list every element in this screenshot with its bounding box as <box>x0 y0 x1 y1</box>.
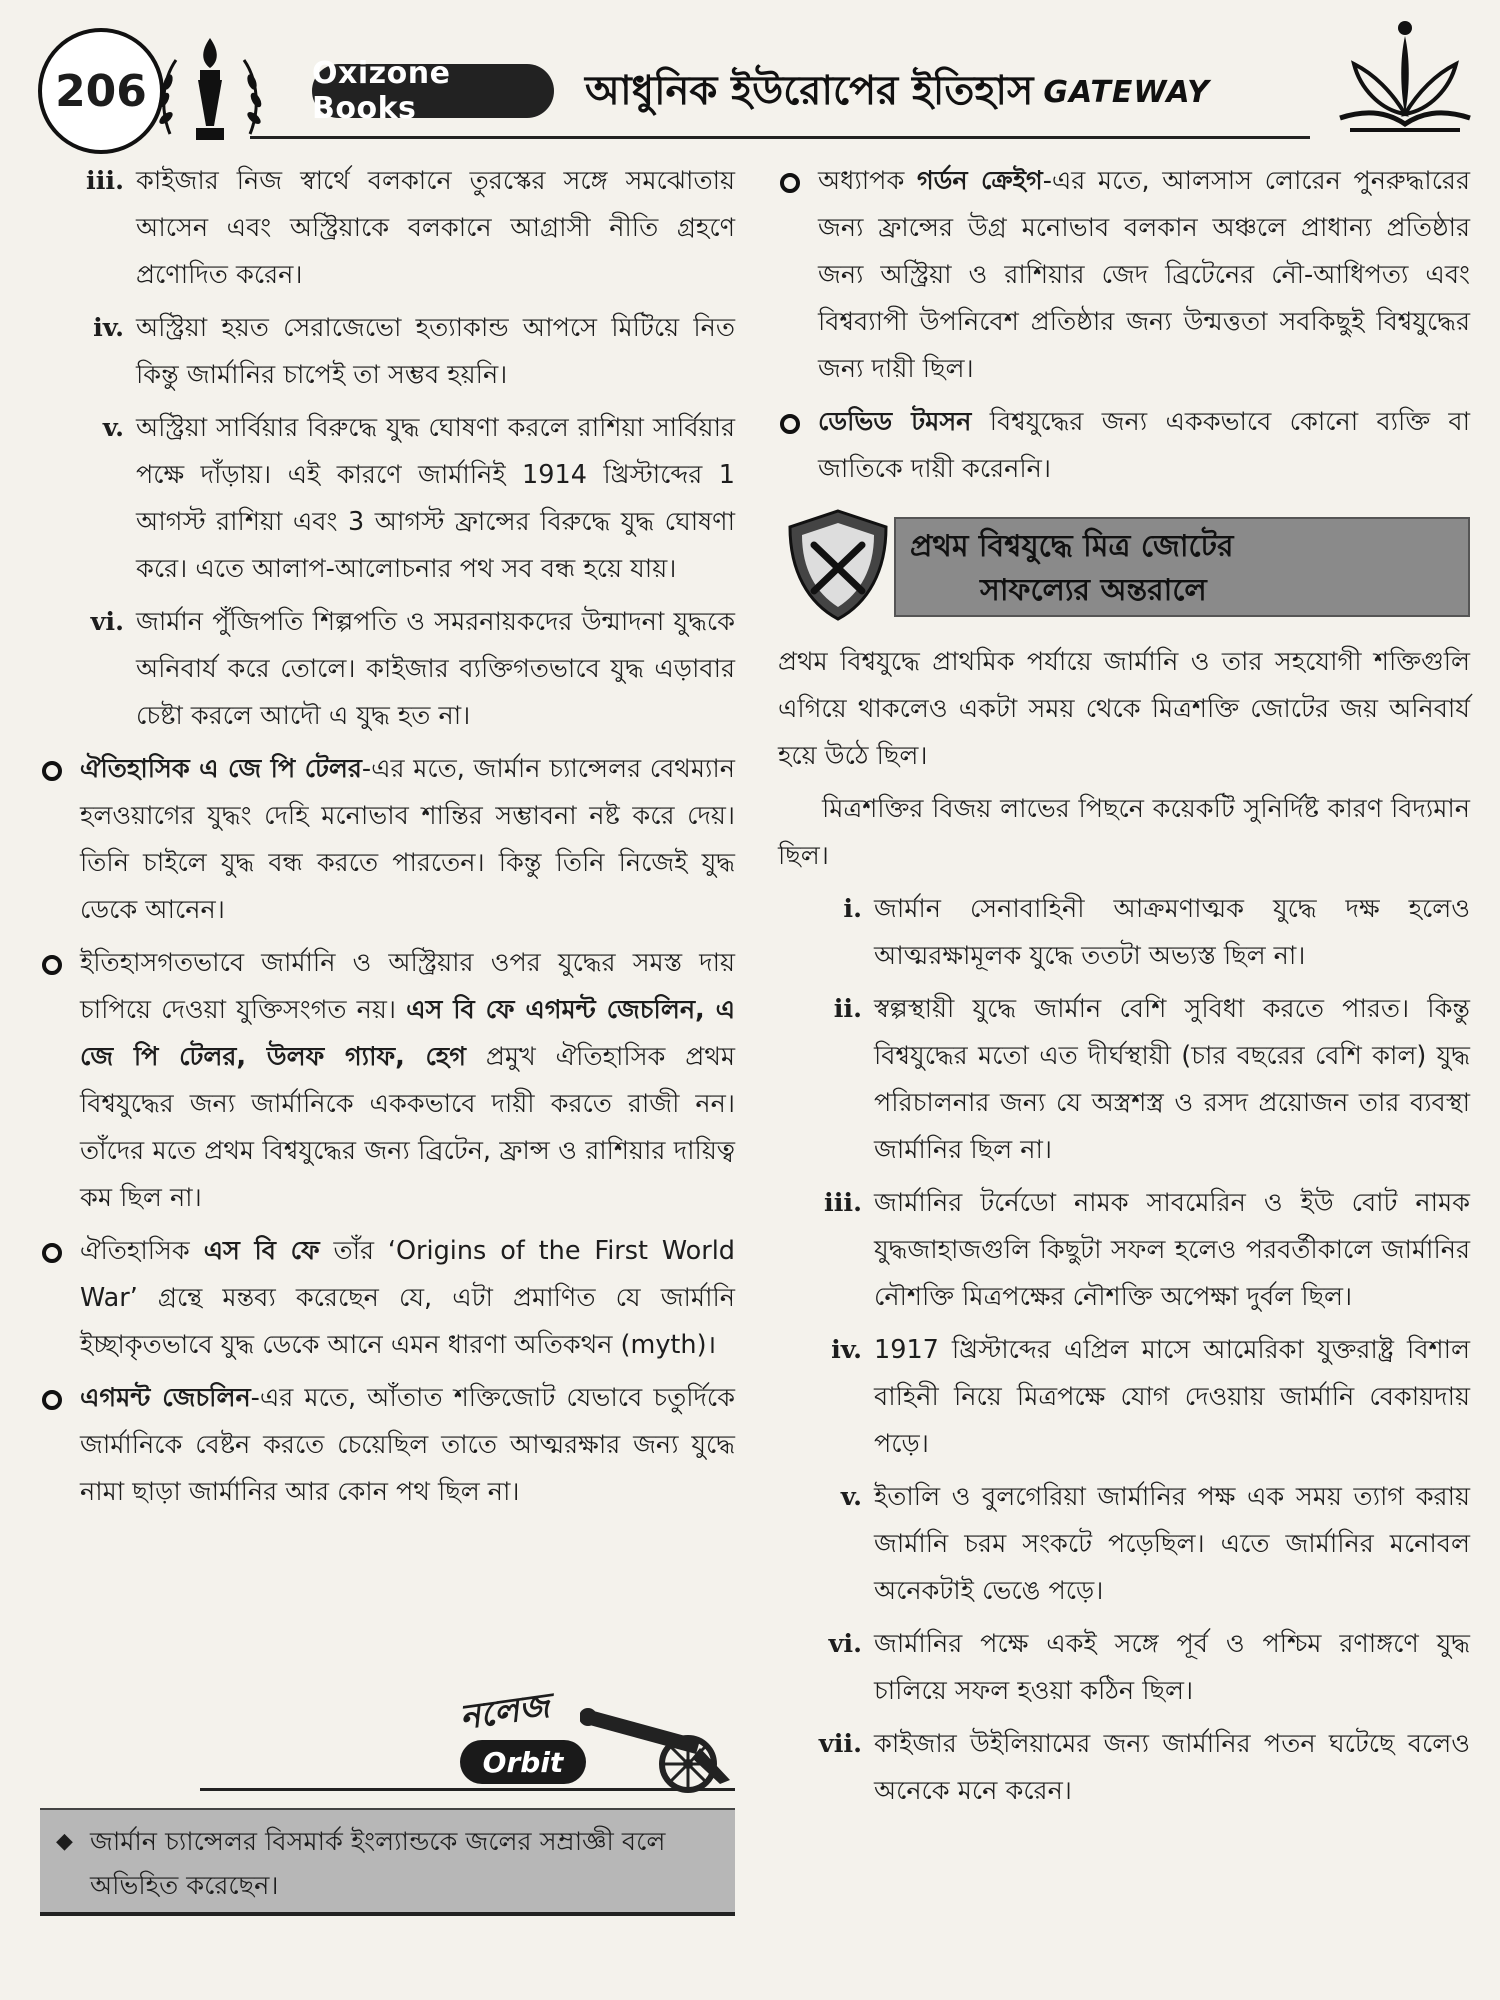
cannon-icon <box>580 1680 740 1800</box>
bullet-bold: এগমন্ট জেচলিন <box>80 1383 251 1413</box>
list-item <box>778 1621 1470 1715</box>
list-item <box>778 886 1470 980</box>
list-item <box>778 986 1470 1174</box>
list-item-text: অস্ট্রিয়া হয়ত সেরাজেভো হত্যাকান্ড আপসে মিটিয়ে নিত কিন্তু জার্মানির চাপেই তা সম্ভব হয়নি। <box>136 313 735 390</box>
paragraph: মিত্রশক্তির বিজয় লাভের পিছনে কয়েকটি সুনির্দিষ্ট কারণ বিদ্যমান ছিল। <box>778 794 1470 871</box>
orbit-divider <box>200 1788 735 1791</box>
diamond-bullet-icon: ◆ <box>56 1829 73 1854</box>
book-title <box>585 60 1210 124</box>
list-item-text: কাইজার নিজ স্বার্থে বলকানে তুরস্কের সঙ্গে সমঝোতায় আসেন এবং অস্ট্রিয়াকে বলকানে আগ্রাসী নীতি গ্রহণে প্রণোদিত করেন। <box>136 166 735 290</box>
bullet-item <box>40 1228 735 1369</box>
bullet-text: -এর মতে, আঁতাত শক্তিজোট যেভাবে চতুর্দিকে জার্মানিকে বেষ্টন করতে চেয়েছিল তাতে আত্মরক্ষার জন্য যুদ্ধে নামা ছাড়া জার্মানির আর কোন পথ ছিল না। <box>80 1383 735 1507</box>
list-item <box>40 599 735 740</box>
torch-laurel-icon <box>150 30 270 148</box>
knowledge-orbit-heading <box>40 1680 735 1800</box>
bullet-text: তাঁর ‘Origins of the First World War’ গ্রন্থে মন্তব্য করেছেন যে, এটা প্রমাণিত যে জার্মানি ইচ্ছাকৃতভাবে যুদ্ধ ডেকে আনে এমন ধারণা অতিকথন (myth)। <box>80 1236 735 1360</box>
list-item <box>778 1721 1470 1815</box>
list-item-text: অস্ট্রিয়া সার্বিয়ার বিরুদ্ধে যুদ্ধ ঘোষণা করলে রাশিয়া সার্বিয়ার পক্ষে দাঁড়ায়। এই কারণে জার্মানিই 1914 খ্রিস্টাব্দের 1 আগস্ট রাশিয়া এবং 3 আগস্ট ফ্রান্সের বিরুদ্ধে যুদ্ধ ঘোষণা করে। এতে আলাপ-আলোচনার পথ সব বন্ধ হয়ে যায়। <box>136 413 735 584</box>
list-marker: iii. <box>86 166 124 196</box>
list-item-text: জার্মানির পক্ষে একই সঙ্গে পূর্ব ও পশ্চিম রণাঙ্গণে যুদ্ধ চালিয়ে সফল হওয়া কঠিন ছিল। <box>874 1629 1470 1706</box>
section-banner <box>778 507 1470 625</box>
list-item <box>778 1180 1470 1321</box>
bullet-text: -এর মতে, আলসাস লোরেন পুনরুদ্ধারের জন্য ফ্রান্সের উগ্র মনোভাব বলকান অঞ্চলে প্রাধান্য প্রতিষ্ঠার জন্য অস্ট্রিয়া ও রাশিয়ার জেদ ব্রিটেনের নৌ-আধিপত্য এবং বিশ্বব্যাপী উপনিবেশ প্রতিষ্ঠার জন্য উন্মত্ততা সবকিছুই বিশ্বযুদ্ধের জন্য দায়ী ছিল। <box>818 166 1470 384</box>
list-marker: vi. <box>90 607 124 637</box>
bullet-bold: এস বি ফে এগমন্ট জেচলিন, এ জে পি টেলর, উলফ গ্যাফ, হেগ <box>80 995 735 1072</box>
right-column <box>778 158 1470 1821</box>
bullet-bold: গর্ডন ক্রেইগ <box>916 166 1043 196</box>
bullet-bold: এস বি ফে <box>203 1236 320 1266</box>
list-marker: vii. <box>818 1729 862 1759</box>
publisher-badge: Oxizone Books <box>312 64 554 118</box>
list-marker: iv. <box>93 313 124 343</box>
bullet-item <box>778 399 1470 493</box>
bullet-text: -এর মতে, জার্মান চ্যান্সেলর বেথম্যান হলওয়াগের যুদ্ধং দেহি মনোভাব শান্তির সম্ভাবনা নষ্ট করে দেয়। তিনি চাইলে যুদ্ধ বন্ধ করতে পারতেন। কিন্তু তিনি নিজেই যুদ্ধ ডেকে আনেন। <box>80 754 735 925</box>
section-subtitle: সাফল্যের অন্তরালে <box>980 573 1207 608</box>
bullet-text: বিশ্বযুদ্ধের জন্য এককভাবে কোনো ব্যক্তি বা জাতিকে দায়ী করেননি। <box>818 407 1470 484</box>
list-marker: vi. <box>828 1629 862 1659</box>
bullet-circle-icon <box>40 940 80 1222</box>
list-item-text: 1917 খ্রিস্টাব্দের এপ্রিল মাসে আমেরিকা যুক্তরাষ্ট্র বিশাল বাহিনী নিয়ে মিত্রপক্ষে যোগ দেওয়ায় জার্মানি বেকায়দায় পড়ে। <box>874 1335 1470 1459</box>
bullet-bold: ঐতিহাসিক এ জে পি টেলর <box>80 754 362 784</box>
series-name: GATEWAY <box>1043 74 1210 110</box>
shield-swords-icon <box>778 507 898 625</box>
bullet-pre: ইতিহাসগতভাবে জার্মানি ও অস্ট্রিয়ার ওপর যুদ্ধের সমস্ত দায় চাপিয়ে দেওয়া যুক্তিসংগত নয়। <box>80 948 735 1025</box>
bullet-circle-icon <box>40 1375 80 1516</box>
list-item <box>778 1474 1470 1615</box>
list-item <box>40 305 735 399</box>
list-marker: ii. <box>833 994 862 1024</box>
list-marker: iv. <box>831 1335 862 1365</box>
header-divider <box>250 136 1310 139</box>
list-marker: v. <box>840 1482 862 1512</box>
list-item-text: জার্মান সেনাবাহিনী আক্রমণাত্মক যুদ্ধে দক্ষ হলেও আত্মরক্ষামূলক যুদ্ধে ততটা অভ্যস্ত ছিল না। <box>874 894 1470 971</box>
orbit-pill: Orbit <box>460 1740 586 1784</box>
bullet-text: প্রমুখ ঐতিহাসিক প্রথম বিশ্বযুদ্ধের জন্য জার্মানিকে এককভাবে দায়ী করতে রাজী নন। তাঁদের মতে প্রথম বিশ্বযুদ্ধের জন্য ব্রিটেন, ফ্রান্স ও রাশিয়ার দায়িত্ব কম ছিল না। <box>80 1042 735 1213</box>
page-number: 206 <box>38 28 164 154</box>
paragraph: প্রথম বিশ্বযুদ্ধে প্রাথমিক পর্যায়ে জার্মানি ও তার সহযোগী শক্তিগুলি এগিয়ে থাকলেও একটা সময় থেকে মিত্রশক্তি জোটের জয় অনিবার্য হয়ে উঠে ছিল। <box>778 647 1470 771</box>
list-item-text: স্বল্পস্থায়ী যুদ্ধে জার্মান বেশি সুবিধা করতে পারত। কিন্তু বিশ্বযুদ্ধের মতো এত দীর্ঘস্থায়ী (চার বছরের বেশি কাল) যুদ্ধ পরিচালনার জন্য যে অস্ত্রশস্ত্র ও রসদ প্রয়োজন তার ব্যবস্থা জার্মানির ছিল না। <box>874 994 1470 1165</box>
bullet-pre: ঐতিহাসিক <box>80 1236 204 1266</box>
book-title-text: আধুনিক ইউরোপের ইতিহাস <box>585 67 1034 114</box>
knowledge-note <box>40 1808 735 1916</box>
list-item <box>778 1327 1470 1468</box>
note-text: জার্মান চ্যান্সেলর বিসমার্ক ইংল্যান্ডকে জলের সম্রাজ্ঞী বলে অভিহিত করেছেন। <box>90 1827 666 1901</box>
bullet-circle-icon <box>778 399 818 493</box>
list-item <box>40 158 735 299</box>
list-marker: i. <box>843 894 862 924</box>
list-marker: v. <box>102 413 124 443</box>
bullet-circle-icon <box>778 158 818 393</box>
bullet-item <box>40 940 735 1222</box>
list-marker: iii. <box>824 1188 862 1218</box>
section-title: প্রথম বিশ্বযুদ্ধে মিত্র জোটের <box>910 529 1234 564</box>
bullet-item <box>40 746 735 934</box>
bullet-item <box>778 158 1470 393</box>
list-item-text: ইতালি ও বুলগেরিয়া জার্মানির পক্ষ এক সময় ত্যাগ করায় জার্মানি চরম সংকটে পড়েছিল। এতে জার্মানির মনোবল অনেকটাই ভেঙে পড়ে। <box>874 1482 1470 1606</box>
bullet-item <box>40 1375 735 1516</box>
list-item-text: জার্মানির টর্নেডো নামক সাবমেরিন ও ইউ বোট নামক যুদ্ধজাহাজগুলি কিছুটা সফল হলেও পরবর্তীকালে জার্মানির নৌশক্তি মিত্রপক্ষের নৌশক্তি অপেক্ষা দুর্বল ছিল। <box>874 1188 1470 1312</box>
bullet-circle-icon <box>40 1228 80 1369</box>
left-column <box>40 158 735 1522</box>
orbit-label: নলেজ <box>457 1685 552 1739</box>
lotus-logo-icon <box>1330 18 1480 138</box>
bullet-pre: অধ্যাপক <box>818 166 917 196</box>
list-item <box>40 405 735 593</box>
bullet-bold: ডেভিড টমসন <box>818 407 972 437</box>
list-item-text: কাইজার উইলিয়ামের জন্য জার্মানির পতন ঘটেছে বলেও অনেকে মনে করেন। <box>874 1729 1470 1806</box>
page-header <box>0 0 1500 150</box>
list-item-text: জার্মান পুঁজিপতি শিল্পপতি ও সমরনায়কদের উন্মাদনা যুদ্ধকে অনিবার্য করে তোলে। কাইজার ব্যক্তিগতভাবে যুদ্ধ এড়াবার চেষ্টা করলে আদৌ এ যুদ্ধ হত না। <box>136 607 735 731</box>
bullet-circle-icon <box>40 746 80 934</box>
